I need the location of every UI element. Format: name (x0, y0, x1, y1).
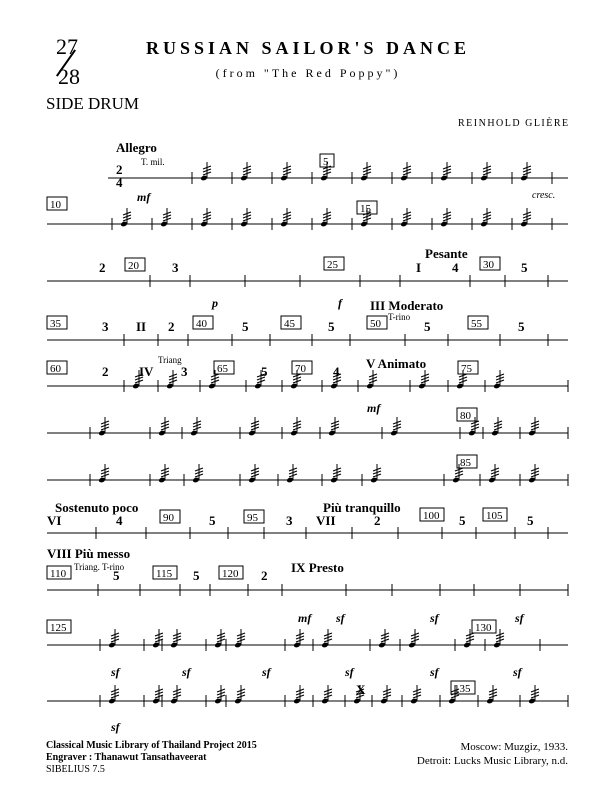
footer-publisher (417, 740, 568, 768)
publisher-line2: Detroit: Lucks Music Library, n.d. (416, 755, 568, 767)
rest-count-2d: 2 (374, 513, 381, 528)
footer-line3: SIBELIUS 7.5 (46, 764, 105, 775)
rest-count-5a: 5 (521, 260, 528, 275)
triang-label: Triang (158, 355, 182, 365)
rest-count-3a: 3 (172, 260, 179, 275)
section-IV: IV (139, 364, 154, 379)
publisher-line1: Moscow: Muzgiz, 1933. (460, 741, 568, 753)
rehearsal-60: 60 (50, 363, 61, 375)
rest-count-5k: 5 (193, 568, 200, 583)
dynamic-sf-10: sf (111, 720, 120, 734)
section-VI: VI (47, 513, 62, 528)
tempo-sostenuto: Sostenuto poco (55, 500, 139, 515)
rest-count-5h: 5 (459, 513, 466, 528)
rehearsal-95: 95 (247, 512, 258, 524)
dynamic-mf: mf (137, 190, 151, 204)
cresc-label: cresc. (532, 190, 556, 201)
rehearsal-130: 130 (475, 622, 492, 634)
rest-count-2a: 2 (99, 260, 106, 275)
tempo-tranquillo: Più tranquillo (323, 500, 401, 515)
composer-name: REINHOLD GLIÈRE (458, 118, 570, 129)
section-X: X (356, 682, 366, 697)
footer-line1: Classical Music Library of Thailand Project 2015 (46, 740, 257, 751)
rest-count-3d: 3 (286, 513, 293, 528)
rest-count-5c: 5 (328, 319, 335, 334)
rehearsal-45: 45 (284, 318, 295, 330)
rehearsal-75: 75 (461, 363, 472, 375)
dynamic-sf-8: sf (430, 665, 439, 679)
rest-count-5e: 5 (518, 319, 525, 334)
piece-subtitle: (from "The Red Poppy") (215, 66, 401, 80)
rehearsal-40: 40 (196, 318, 207, 330)
section-I: I (416, 260, 422, 275)
dynamic-f: f (338, 296, 342, 310)
instrument-name: SIDE DRUM (46, 94, 140, 113)
rehearsal-80: 80 (460, 410, 471, 422)
rest-count-5j: 5 (113, 568, 120, 583)
section-VII: VII (316, 513, 336, 528)
section-II: II (136, 319, 147, 334)
rehearsal-105: 105 (486, 510, 503, 522)
dynamic-sf-7: sf (345, 665, 354, 679)
rehearsal-35: 35 (50, 318, 61, 330)
rest-count-3b: 3 (102, 319, 109, 334)
rehearsal-25: 25 (327, 259, 338, 271)
tmil-label: T. mil. (141, 157, 165, 167)
piece-title: RUSSIAN SAILOR'S DANCE (145, 38, 471, 58)
trino-label: T-rino (388, 312, 411, 322)
rehearsal-110: 110 (50, 568, 67, 580)
rest-count-5d: 5 (424, 319, 431, 334)
time-sig-top: 2 (116, 162, 123, 177)
triang-trino-label: Triang. T-rino (74, 562, 125, 572)
page-number-bottom: 28 (58, 64, 80, 89)
rehearsal-50: 50 (370, 318, 381, 330)
dynamic-sf-1: sf (336, 611, 345, 625)
rehearsal-115: 115 (156, 568, 173, 580)
dynamic-sf-5: sf (182, 665, 191, 679)
rehearsal-5: 5 (323, 156, 329, 168)
tempo-presto: IX Presto (291, 560, 344, 575)
rehearsal-135: 135 (454, 683, 471, 695)
tempo-animato: V Animato (366, 356, 427, 371)
dynamic-p: p (212, 296, 218, 310)
rest-count-5f: 5 (261, 364, 268, 379)
dynamic-mf-3: mf (298, 611, 312, 625)
rehearsal-20: 20 (128, 260, 139, 272)
footer-line2: Engraver : Thanawut Tansathaveerat (46, 752, 207, 763)
rehearsal-100: 100 (423, 510, 440, 522)
footer-credit (46, 740, 257, 776)
rehearsal-90: 90 (163, 512, 174, 524)
rehearsal-30: 30 (483, 259, 494, 271)
rest-count-2e: 2 (261, 568, 268, 583)
rest-count-4a: 4 (452, 260, 459, 275)
rest-count-5b: 5 (242, 319, 249, 334)
rehearsal-85: 85 (460, 457, 471, 469)
dynamic-sf-2: sf (430, 611, 439, 625)
dynamic-sf-4: sf (111, 665, 120, 679)
rest-count-2b: 2 (168, 319, 175, 334)
rehearsal-10: 10 (50, 199, 61, 211)
rehearsal-65: 65 (217, 363, 228, 375)
time-sig-bottom: 4 (116, 175, 123, 190)
rest-count-5i: 5 (527, 513, 534, 528)
rest-count-5g: 5 (209, 513, 216, 528)
dynamic-mf-2: mf (367, 401, 381, 415)
page-number-top: 27 (56, 34, 78, 59)
rest-count-4c: 4 (116, 513, 123, 528)
tempo-moderato: III Moderato (370, 298, 444, 313)
rest-count-4b: 4 (333, 364, 340, 379)
rehearsal-70: 70 (295, 363, 306, 375)
rehearsal-125: 125 (50, 622, 67, 634)
rehearsal-55: 55 (471, 318, 482, 330)
rest-count-3c: 3 (181, 364, 188, 379)
rehearsal-120: 120 (222, 568, 239, 580)
rest-count-2c: 2 (102, 364, 109, 379)
dynamic-sf-3: sf (515, 611, 524, 625)
dynamic-sf-9: sf (513, 665, 522, 679)
rehearsal-15: 15 (360, 203, 371, 215)
tempo-pesante: Pesante (425, 246, 468, 261)
dynamic-sf-6: sf (262, 665, 271, 679)
tempo-allegro: Allegro (116, 140, 157, 155)
tempo-piu-messo: VIII Più messo (47, 546, 131, 561)
